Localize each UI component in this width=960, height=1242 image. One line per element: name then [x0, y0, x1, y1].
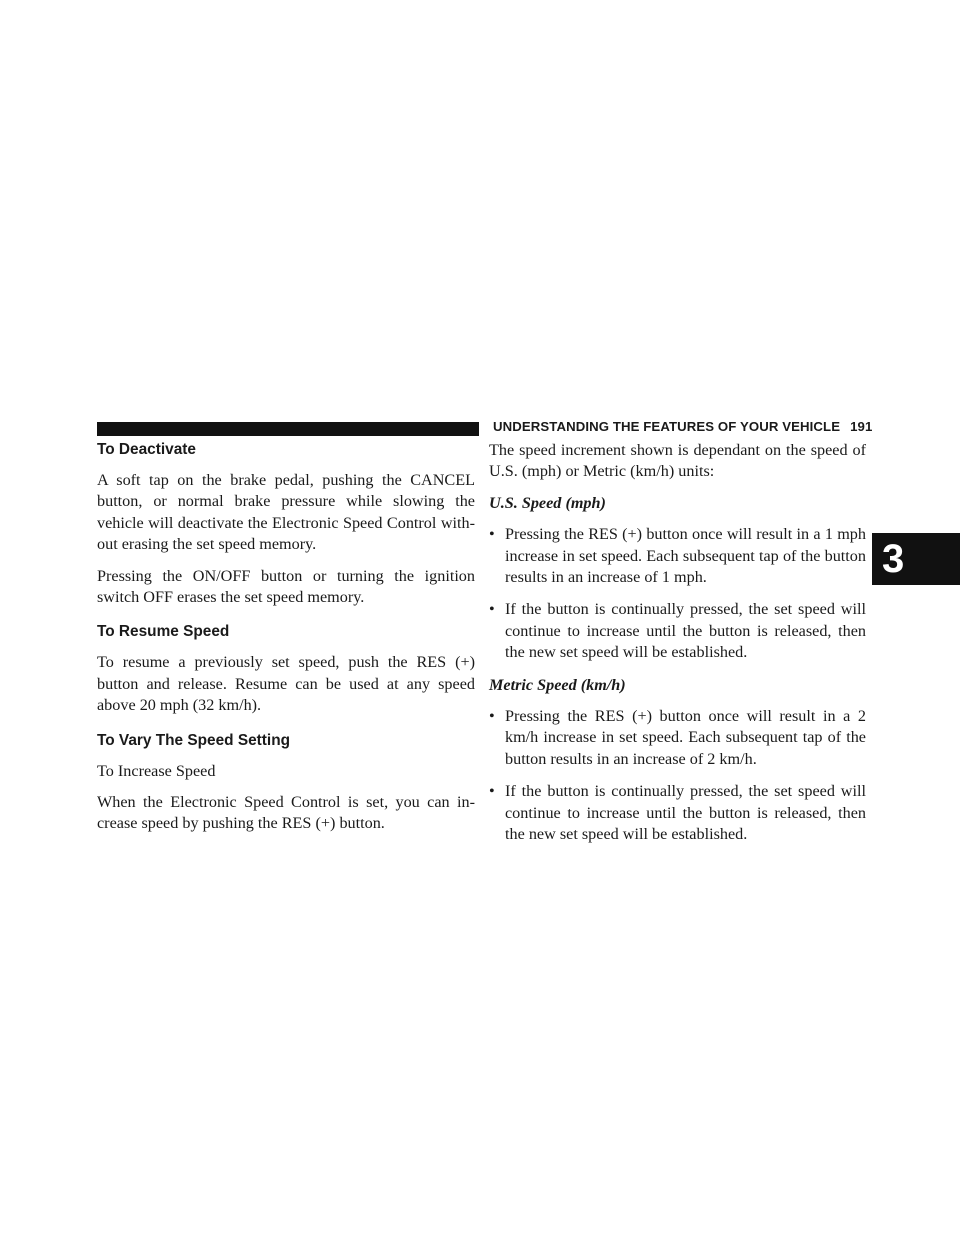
- running-header: [493, 419, 872, 434]
- bullet-icon: •: [489, 525, 495, 544]
- chapter-tab: [872, 533, 960, 585]
- us-speed-heading: U.S. Speed (mph): [489, 493, 606, 512]
- bullet-icon: •: [489, 707, 495, 726]
- bullet-icon: •: [489, 782, 495, 801]
- bullet-icon: •: [489, 600, 495, 619]
- metric-speed-heading: Metric Speed (km/h): [489, 675, 626, 694]
- list-item: [489, 706, 866, 770]
- list-item: [489, 524, 866, 588]
- list-item: [489, 781, 866, 845]
- resume-paragraph: To resume a previously set speed, push the RES (+) button and release. Resume can be used at any speed above 20 mph (32 km/h).: [97, 653, 475, 715]
- increase-speed-subheading: To Increase Speed: [97, 761, 216, 780]
- resume-heading: To Resume Speed: [97, 623, 230, 641]
- us-speed-list: [489, 524, 866, 663]
- right-column: [489, 440, 866, 857]
- list-item: [489, 599, 866, 663]
- left-column: [97, 440, 475, 845]
- deactivate-paragraph-1: A soft tap on the brake pedal, pushing the CANCEL button, or normal brake pressure while slowing the vehicle will deactivate the Electronic Speed Control with-out erasing the set speed memory.: [97, 471, 475, 554]
- increase-speed-paragraph: When the Electronic Speed Control is set, you can in-crease speed by pushing the RES (+) button.: [97, 793, 475, 833]
- increment-intro: The speed increment shown is dependant on the speed of U.S. (mph) or Metric (km/h) units:: [489, 441, 866, 481]
- list-item-text: If the button is continually pressed, the set speed will continue to increase until the button is released, then the new set speed will be established.: [505, 782, 866, 844]
- section-title: UNDERSTANDING THE FEATURES OF YOUR VEHICLE: [493, 419, 841, 434]
- list-item-text: If the button is continually pressed, the set speed will continue to increase until the button is released, then the new set speed will be established.: [505, 600, 866, 662]
- page-number: 191: [850, 419, 873, 434]
- list-item-text: Pressing the RES (+) button once will result in a 1 mph increase in set speed. Each subsequent tap of the button results in an increase of 1 mph.: [505, 525, 866, 587]
- deactivate-paragraph-2: Pressing the ON/OFF button or turning the ignition switch OFF erases the set speed memory.: [97, 566, 475, 607]
- metric-speed-list: [489, 706, 866, 845]
- deactivate-heading: To Deactivate: [97, 441, 196, 458]
- chapter-number: 3: [882, 537, 905, 581]
- list-item-text: Pressing the RES (+) button once will result in a 2 km/h increase in set speed. Each subsequent tap of the button results in an increase of 2 km/h.: [505, 707, 866, 768]
- vary-heading: To Vary The Speed Setting: [97, 731, 290, 749]
- header-rule-bar: [97, 422, 479, 436]
